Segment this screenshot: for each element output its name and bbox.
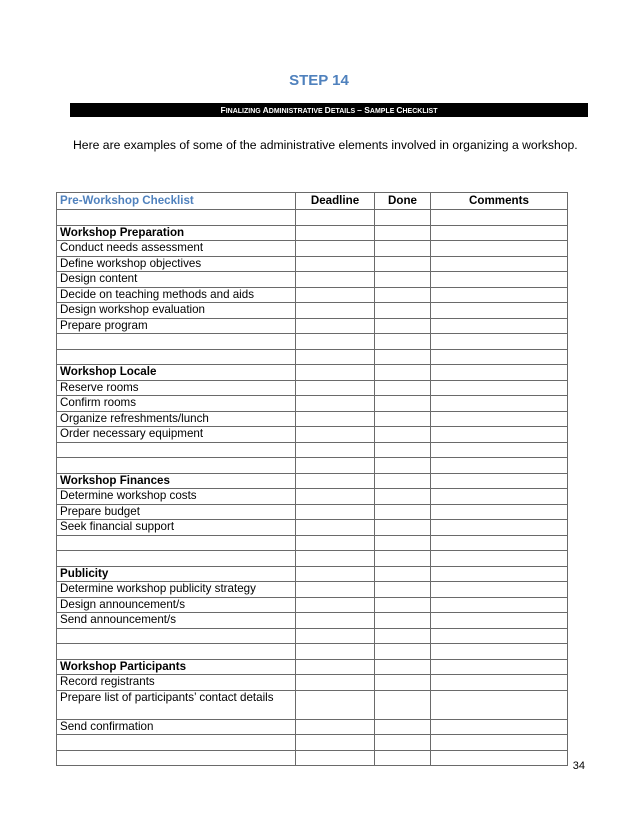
banner-text: –	[357, 105, 365, 115]
done-cell[interactable]	[375, 241, 431, 257]
section-banner	[70, 103, 588, 117]
done-cell[interactable]	[375, 675, 431, 691]
task-cell	[57, 551, 296, 567]
deadline-cell[interactable]	[296, 241, 375, 257]
table-row	[57, 334, 568, 350]
table-row	[57, 349, 568, 365]
table-row	[57, 582, 568, 598]
deadline-cell[interactable]	[296, 582, 375, 598]
table-row	[57, 272, 568, 288]
deadline-cell[interactable]	[296, 318, 375, 334]
comments-cell[interactable]	[431, 318, 568, 334]
task-cell: Record registrants	[57, 675, 296, 691]
done-cell[interactable]	[375, 256, 431, 272]
task-cell: Organize refreshments/lunch	[57, 411, 296, 427]
deadline-cell[interactable]	[296, 750, 375, 766]
column-header-done: Done	[375, 193, 431, 210]
intro-paragraph: Here are examples of some of the administrative elements involved in organizing a workshop.	[73, 138, 578, 152]
table-row	[57, 535, 568, 551]
deadline-cell[interactable]	[296, 411, 375, 427]
done-cell[interactable]	[375, 504, 431, 520]
banner-text: INALIZING	[225, 108, 263, 115]
banner-text: HECKLIST	[402, 108, 438, 115]
banner-text: ETAILS	[330, 108, 358, 115]
table-row	[57, 318, 568, 334]
table-row	[57, 473, 568, 489]
done-cell[interactable]	[375, 489, 431, 505]
table-header-row	[57, 193, 568, 210]
comments-cell[interactable]	[431, 458, 568, 474]
table-row	[57, 396, 568, 412]
done-cell[interactable]	[375, 520, 431, 536]
table-row	[57, 613, 568, 629]
banner-text: A	[262, 105, 269, 115]
comments-cell[interactable]	[431, 427, 568, 443]
comments-cell[interactable]	[431, 644, 568, 660]
deadline-cell[interactable]	[296, 489, 375, 505]
task-cell	[57, 628, 296, 644]
task-cell: Prepare budget	[57, 504, 296, 520]
section-heading-cell: Workshop Locale	[57, 365, 296, 381]
table-row	[57, 365, 568, 381]
deadline-cell[interactable]	[296, 473, 375, 489]
task-cell	[57, 349, 296, 365]
done-cell[interactable]	[375, 659, 431, 675]
deadline-cell[interactable]	[296, 365, 375, 381]
section-heading-cell: Publicity	[57, 566, 296, 582]
comments-cell[interactable]	[431, 303, 568, 319]
task-cell: Confirm rooms	[57, 396, 296, 412]
banner-text: D	[324, 105, 331, 115]
comments-cell[interactable]	[431, 659, 568, 675]
table-row	[57, 427, 568, 443]
table-row	[57, 628, 568, 644]
table-row	[57, 380, 568, 396]
done-cell[interactable]	[375, 334, 431, 350]
table-row	[57, 659, 568, 675]
comments-cell[interactable]	[431, 504, 568, 520]
deadline-cell[interactable]	[296, 303, 375, 319]
comments-cell[interactable]	[431, 735, 568, 751]
table-row	[57, 520, 568, 536]
task-cell: Design announcement/s	[57, 597, 296, 613]
comments-cell[interactable]	[431, 256, 568, 272]
comments-cell[interactable]	[431, 411, 568, 427]
done-cell[interactable]	[375, 597, 431, 613]
deadline-cell[interactable]	[296, 458, 375, 474]
comments-cell[interactable]	[431, 520, 568, 536]
table-row	[57, 287, 568, 303]
deadline-cell[interactable]	[296, 659, 375, 675]
task-cell: Determine workshop costs	[57, 489, 296, 505]
deadline-cell[interactable]	[296, 256, 375, 272]
task-cell: Design workshop evaluation	[57, 303, 296, 319]
done-cell[interactable]	[375, 349, 431, 365]
comments-cell[interactable]	[431, 380, 568, 396]
done-cell[interactable]	[375, 458, 431, 474]
deadline-cell[interactable]	[296, 520, 375, 536]
column-header-deadline: Deadline	[296, 193, 375, 210]
comments-cell[interactable]	[431, 365, 568, 381]
comments-cell[interactable]	[431, 551, 568, 567]
deadline-cell[interactable]	[296, 427, 375, 443]
task-cell	[57, 458, 296, 474]
comments-cell[interactable]	[431, 628, 568, 644]
table-row	[57, 225, 568, 241]
banner-text: C	[396, 105, 403, 115]
done-cell[interactable]	[375, 442, 431, 458]
done-cell[interactable]	[375, 690, 431, 719]
task-cell: Decide on teaching methods and aids	[57, 287, 296, 303]
done-cell[interactable]	[375, 613, 431, 629]
banner-text: S	[364, 105, 370, 115]
deadline-cell[interactable]	[296, 396, 375, 412]
table-row	[57, 750, 568, 766]
table-row	[57, 690, 568, 719]
comments-cell[interactable]	[431, 442, 568, 458]
comments-cell[interactable]	[431, 566, 568, 582]
task-cell: Send announcement/s	[57, 613, 296, 629]
checklist-table	[56, 192, 568, 766]
comments-cell[interactable]	[431, 334, 568, 350]
deadline-cell[interactable]	[296, 272, 375, 288]
done-cell[interactable]	[375, 735, 431, 751]
comments-cell[interactable]	[431, 613, 568, 629]
done-cell[interactable]	[375, 719, 431, 735]
task-cell	[57, 735, 296, 751]
task-cell	[57, 750, 296, 766]
task-cell: Conduct needs assessment	[57, 241, 296, 257]
done-cell[interactable]	[375, 535, 431, 551]
table-row	[57, 644, 568, 660]
deadline-cell[interactable]	[296, 287, 375, 303]
deadline-cell[interactable]	[296, 690, 375, 719]
deadline-cell[interactable]	[296, 719, 375, 735]
table-row	[57, 241, 568, 257]
deadline-cell[interactable]	[296, 597, 375, 613]
task-cell: Reserve rooms	[57, 380, 296, 396]
comments-cell[interactable]	[431, 396, 568, 412]
table-row	[57, 675, 568, 691]
deadline-cell[interactable]	[296, 551, 375, 567]
done-cell[interactable]	[375, 318, 431, 334]
table-row	[57, 735, 568, 751]
task-cell	[57, 334, 296, 350]
table-row	[57, 551, 568, 567]
column-header-comments: Comments	[431, 193, 568, 210]
table-row	[57, 458, 568, 474]
done-cell[interactable]	[375, 287, 431, 303]
done-cell[interactable]	[375, 566, 431, 582]
done-cell[interactable]	[375, 365, 431, 381]
table-row	[57, 719, 568, 735]
comments-cell[interactable]	[431, 225, 568, 241]
done-cell[interactable]	[375, 380, 431, 396]
deadline-cell[interactable]	[296, 613, 375, 629]
deadline-cell[interactable]	[296, 334, 375, 350]
table-row	[57, 489, 568, 505]
comments-cell[interactable]	[431, 272, 568, 288]
deadline-cell[interactable]	[296, 566, 375, 582]
done-cell[interactable]	[375, 473, 431, 489]
task-cell: Design content	[57, 272, 296, 288]
deadline-cell[interactable]	[296, 628, 375, 644]
comments-cell[interactable]	[431, 349, 568, 365]
deadline-cell[interactable]	[296, 225, 375, 241]
table-row	[57, 210, 568, 226]
table-row	[57, 597, 568, 613]
deadline-cell[interactable]	[296, 504, 375, 520]
section-heading-cell: Workshop Participants	[57, 659, 296, 675]
table-row	[57, 442, 568, 458]
task-cell: Prepare list of participants’ contact details	[57, 690, 296, 719]
task-cell: Define workshop objectives	[57, 256, 296, 272]
comments-cell[interactable]	[431, 241, 568, 257]
deadline-cell[interactable]	[296, 380, 375, 396]
done-cell[interactable]	[375, 582, 431, 598]
deadline-cell[interactable]	[296, 675, 375, 691]
comments-cell[interactable]	[431, 750, 568, 766]
comments-cell[interactable]	[431, 287, 568, 303]
deadline-cell[interactable]	[296, 349, 375, 365]
deadline-cell[interactable]	[296, 442, 375, 458]
task-cell	[57, 644, 296, 660]
page-number: 34	[572, 760, 585, 772]
done-cell[interactable]	[375, 427, 431, 443]
comments-cell[interactable]	[431, 535, 568, 551]
task-cell: Order necessary equipment	[57, 427, 296, 443]
done-cell[interactable]	[375, 210, 431, 226]
comments-cell[interactable]	[431, 719, 568, 735]
comments-cell[interactable]	[431, 210, 568, 226]
done-cell[interactable]	[375, 303, 431, 319]
done-cell[interactable]	[375, 396, 431, 412]
banner-text: AMPLE	[369, 108, 397, 115]
task-cell: Prepare program	[57, 318, 296, 334]
task-cell	[57, 210, 296, 226]
deadline-cell[interactable]	[296, 210, 375, 226]
task-cell: Send confirmation	[57, 719, 296, 735]
comments-cell[interactable]	[431, 675, 568, 691]
table-row	[57, 256, 568, 272]
table-row	[57, 411, 568, 427]
deadline-cell[interactable]	[296, 735, 375, 751]
done-cell[interactable]	[375, 225, 431, 241]
deadline-cell[interactable]	[296, 644, 375, 660]
task-cell	[57, 535, 296, 551]
table-row	[57, 504, 568, 520]
done-cell[interactable]	[375, 628, 431, 644]
done-cell[interactable]	[375, 750, 431, 766]
task-cell: Seek financial support	[57, 520, 296, 536]
done-cell[interactable]	[375, 551, 431, 567]
comments-cell[interactable]	[431, 690, 568, 719]
section-heading-cell: Workshop Finances	[57, 473, 296, 489]
done-cell[interactable]	[375, 644, 431, 660]
done-cell[interactable]	[375, 411, 431, 427]
step-title: STEP 14	[289, 72, 349, 89]
banner-text: F	[220, 105, 226, 115]
table-row	[57, 303, 568, 319]
task-cell	[57, 442, 296, 458]
task-cell: Determine workshop publicity strategy	[57, 582, 296, 598]
comments-cell[interactable]	[431, 597, 568, 613]
comments-cell[interactable]	[431, 489, 568, 505]
section-heading-cell: Workshop Preparation	[57, 225, 296, 241]
comments-cell[interactable]	[431, 582, 568, 598]
done-cell[interactable]	[375, 272, 431, 288]
banner-text: DMINISTRATIVE	[268, 108, 325, 115]
column-header-checklist: Pre-Workshop Checklist	[57, 193, 296, 210]
comments-cell[interactable]	[431, 473, 568, 489]
deadline-cell[interactable]	[296, 535, 375, 551]
table-row	[57, 566, 568, 582]
